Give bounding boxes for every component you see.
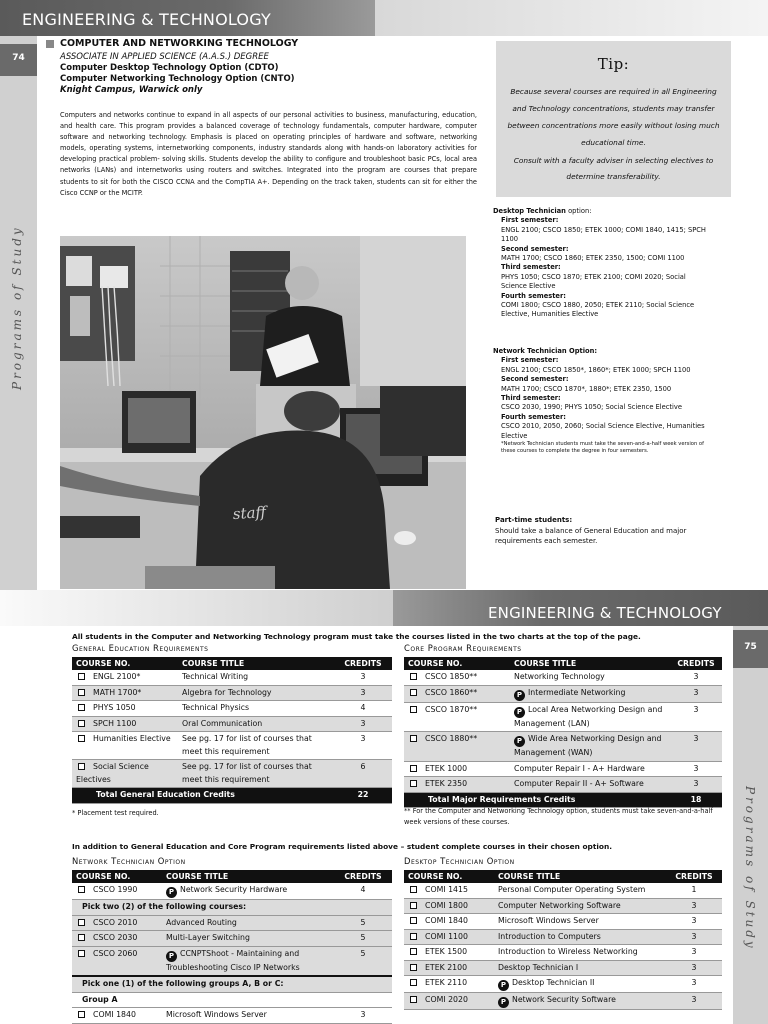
course-no: ETEK 2100	[425, 962, 468, 972]
course-no: CSCO 2010	[93, 917, 138, 927]
checkbox-icon[interactable]	[410, 902, 417, 909]
course-credits: 4	[334, 883, 392, 900]
semester-courses: PHYS 1050; CSCO 1870; ETEK 2100; COMI 2020; Social Science Elective	[501, 272, 686, 291]
course-credits: 3	[670, 761, 722, 777]
checkbox-icon[interactable]	[410, 933, 417, 940]
option-cnto: Computer Networking Technology Option (CNTO)	[60, 74, 295, 84]
course-no-cell	[72, 732, 178, 760]
checkbox-icon[interactable]	[78, 1011, 85, 1018]
semester-label: Third semester:	[501, 263, 561, 272]
table-row	[72, 716, 392, 732]
course-no: COMI 1100	[425, 931, 468, 941]
course-no-cell	[404, 685, 510, 702]
course-no-cell	[72, 760, 178, 788]
course-no: CSCO 1870**	[425, 704, 478, 714]
course-no: ETEK 2350	[425, 779, 468, 788]
table-row	[72, 685, 392, 701]
network-technician-sequence	[495, 347, 707, 455]
checkbox-icon[interactable]	[410, 689, 417, 696]
course-title-cell	[162, 883, 334, 900]
course-no: COMI 1415	[425, 885, 468, 894]
course-title: Computer Repair I - A+ Hardware	[510, 761, 670, 777]
tip-text-advice: Consult with a faculty adviser in selecting electives to determine transferability.	[513, 156, 714, 181]
requirements-intro: All students in the Computer and Networking Technology program must take the courses listed in the two charts at the top of the page.	[72, 632, 641, 641]
course-no: CSCO 2030	[93, 933, 138, 942]
total-row	[72, 788, 392, 804]
course-no-cell	[404, 914, 494, 930]
course-title: Intermediate Networking	[528, 687, 626, 697]
table-row	[404, 883, 722, 898]
course-title: Microsoft Windows Server	[494, 914, 666, 930]
header-fade	[375, 0, 768, 36]
option-cdto: Computer Desktop Technology Option (CDTO)	[60, 63, 279, 73]
course-no-cell	[72, 946, 162, 976]
course-no-cell	[404, 702, 510, 732]
course-no: Humanities Elective	[93, 734, 171, 743]
program-title: COMPUTER AND NETWORKING TECHNOLOGY	[60, 38, 299, 49]
semester-courses: COMI 1800; CSCO 1880, 2050; ETEK 2110; Social Science Elective, Humanities Elective	[501, 301, 695, 319]
col-credits: CREDITS	[666, 870, 722, 883]
checkbox-icon[interactable]	[78, 919, 85, 926]
semester-courses: CSCO 2010, 2050, 2060; Social Science Elective, Humanities Elective	[501, 422, 705, 440]
course-credits: 3	[666, 976, 722, 993]
desktop-option-heading-text: Desktop Technician	[493, 207, 566, 215]
table-row	[404, 777, 722, 793]
network-option-heading: Network Technician Option:	[493, 347, 598, 355]
page-75-header	[0, 590, 768, 626]
course-title: Personal Computer Operating System	[494, 883, 666, 898]
campus-line: Knight Campus, Warwick only	[60, 85, 203, 95]
checkbox-icon[interactable]	[78, 763, 85, 770]
bullet-square-icon	[46, 40, 54, 48]
course-title: Computer Networking Software	[494, 898, 666, 914]
semester-courses: CSCO 2030, 1990; PHYS 1050; Social Science Elective	[501, 403, 682, 412]
checkbox-icon[interactable]	[410, 979, 417, 986]
col-course-title: COURSE TITLE	[178, 657, 334, 670]
checkbox-icon[interactable]	[78, 689, 85, 696]
checkbox-icon[interactable]	[78, 673, 85, 680]
course-no-cell	[72, 685, 178, 701]
gen-ed-table	[72, 657, 392, 804]
course-no: Social Science Electives	[76, 762, 149, 784]
course-no-cell	[72, 931, 162, 947]
svg-text:staff: staff	[232, 502, 267, 524]
course-title: Multi-Layer Switching	[162, 931, 334, 947]
prerequisite-icon: P	[166, 951, 177, 962]
course-title: Desktop Technician I	[494, 960, 666, 976]
course-no: CSCO 2060	[93, 948, 138, 958]
course-title: Advanced Routing	[162, 915, 334, 931]
semester-courses: MATH 1700; CSCO 1870*, 1880*; ETEK 2350, 1500	[501, 384, 672, 393]
gen-ed-footnote: * Placement test required.	[72, 809, 159, 817]
course-no: ETEK 2110	[425, 978, 468, 987]
course-no: CSCO 1860**	[425, 687, 478, 697]
table-header-row	[72, 870, 392, 883]
table-row	[72, 732, 392, 760]
course-title: Desktop Technician II	[512, 978, 595, 987]
checkbox-icon[interactable]	[410, 706, 417, 713]
course-credits: 5	[334, 946, 392, 976]
group-row	[72, 992, 392, 1008]
table-row	[72, 1008, 392, 1024]
checkbox-icon[interactable]	[78, 934, 85, 941]
course-title-cell	[510, 702, 670, 732]
table-row	[404, 993, 722, 1010]
course-no-cell	[404, 732, 510, 762]
col-course-no: COURSE NO.	[404, 870, 494, 883]
prerequisite-icon: P	[498, 980, 509, 991]
desktop-option-table	[404, 870, 722, 1010]
checkbox-icon[interactable]	[78, 886, 85, 893]
desktop-option-heading	[493, 207, 707, 216]
table-row	[404, 929, 722, 945]
course-title: Oral Communication	[178, 716, 334, 732]
course-no: CSCO 1990	[93, 885, 138, 894]
col-course-no: COURSE NO.	[404, 657, 510, 670]
checkbox-icon[interactable]	[410, 673, 417, 680]
course-credits: 3	[670, 685, 722, 702]
course-title-cell	[510, 732, 670, 762]
course-credits: 3	[670, 732, 722, 762]
course-no-cell	[404, 670, 510, 685]
checkbox-icon[interactable]	[410, 765, 417, 772]
checkbox-icon[interactable]	[410, 917, 417, 924]
table-row	[72, 701, 392, 717]
table-row	[404, 960, 722, 976]
table-row	[72, 883, 392, 900]
pick-instruction-row	[72, 976, 392, 992]
table-row	[404, 732, 722, 762]
course-credits: 3	[666, 945, 722, 961]
prerequisite-icon: P	[498, 997, 509, 1008]
table-row	[72, 915, 392, 931]
page-number: 75	[744, 642, 757, 652]
semester-courses: MATH 1700; CSCO 1860; ETEK 2350, 1500; COMI 1100	[501, 254, 685, 263]
course-credits: 3	[334, 1008, 392, 1024]
course-no-cell	[404, 883, 494, 898]
table-row	[404, 702, 722, 732]
course-no: ETEK 1000	[425, 763, 468, 773]
course-no: CSCO 1880**	[425, 734, 478, 743]
course-no: COMI 1800	[425, 900, 468, 910]
course-no-cell	[404, 945, 494, 961]
course-credits: 3	[334, 716, 392, 732]
col-course-title: COURSE TITLE	[510, 657, 670, 670]
semester-label: Fourth semester:	[501, 412, 566, 421]
pick-instruction-row	[72, 900, 392, 916]
side-label: Programs of Study	[743, 786, 757, 951]
course-no: PHYS 1050	[93, 703, 136, 712]
course-credits: 3	[666, 929, 722, 945]
part-time-note	[495, 515, 707, 547]
section-header-title: ENGINEERING & TECHNOLOGY	[22, 10, 271, 29]
semester-courses: ENGL 2100; CSCO 1850*, 1860*; ETEK 1000; SPCH 1100	[501, 365, 691, 374]
col-credits: CREDITS	[334, 870, 392, 883]
col-course-title: COURSE TITLE	[162, 870, 334, 883]
course-title: See pg. 17 for list of courses that meet this requirement	[178, 760, 334, 788]
table-row	[404, 670, 722, 685]
course-credits: 6	[334, 760, 392, 788]
course-no-cell	[404, 960, 494, 976]
course-credits: 3	[334, 732, 392, 760]
checkbox-icon[interactable]	[78, 735, 85, 742]
lab-photo	[60, 236, 466, 589]
course-title: Computer Repair II - A+ Software	[510, 777, 670, 793]
checkbox-icon[interactable]	[78, 720, 85, 727]
checkbox-icon[interactable]	[410, 964, 417, 971]
course-title-cell	[494, 976, 666, 993]
course-no: SPCH 1100	[93, 718, 137, 728]
tip-title: Tip:	[597, 55, 630, 73]
course-credits: 3	[666, 960, 722, 976]
course-credits: 3	[334, 685, 392, 701]
course-credits: 5	[334, 915, 392, 931]
course-no-cell	[72, 1008, 162, 1024]
course-credits: 4	[334, 701, 392, 717]
semester-label: Second semester:	[501, 375, 569, 384]
course-credits: 3	[666, 898, 722, 914]
pick-instruction: Pick one (1) of the following groups A, B or C:	[72, 976, 392, 992]
course-no: MATH 1700*	[93, 687, 142, 697]
course-no-cell	[404, 976, 494, 993]
course-no-cell	[72, 915, 162, 931]
pick-instruction: Pick two (2) of the following courses:	[72, 900, 392, 916]
tip-box	[496, 41, 731, 197]
course-no: ETEK 1500	[425, 947, 468, 956]
course-no-cell	[404, 993, 494, 1010]
prerequisite-icon: P	[514, 707, 525, 718]
prerequisite-icon: P	[166, 887, 177, 898]
course-title: Networking Technology	[510, 670, 670, 685]
checkbox-icon[interactable]	[78, 950, 85, 957]
course-no: COMI 2020	[425, 995, 468, 1004]
course-no-cell	[72, 670, 178, 685]
col-credits: CREDITS	[334, 657, 392, 670]
table-header-row	[404, 870, 722, 883]
total-credits: 22	[334, 788, 392, 804]
course-no-cell	[404, 761, 510, 777]
program-description: Computers and networks continue to expand in all aspects of our personal activities to business, manufacturing, education, and health care. This program provides a balanced coverage of technology fundamentals, computer hardware, computer software and networking technology. Emphasis is placed on operating principles of hardware and software, networking models, operating systems, internetworking components, industry standards along with hands-on laboratory activities for developing practical problem- solving skills. Students develop the ability to configure and troubleshoot basic PCs, local area networks (LANs) and internetworks using routers and switches. Integrated into the program are courses that prepare students to sit for both the CISCO CCNA and the CompTIA A+. Depending on the track taken, students can sit for either the Cisco CCNP or the MCITP.	[60, 111, 477, 197]
prerequisite-icon: P	[514, 736, 525, 747]
semester-label: Third semester:	[501, 394, 561, 403]
table-header-row	[404, 657, 722, 670]
part-time-text: Should take a balance of General Education and major requirements each semester.	[495, 526, 687, 545]
total-credits: 18	[670, 792, 722, 808]
total-label: Total General Education Credits	[72, 788, 334, 804]
col-course-title: COURSE TITLE	[494, 870, 666, 883]
table-row	[404, 914, 722, 930]
table-header-row	[72, 657, 392, 670]
checkbox-icon[interactable]	[410, 886, 417, 893]
course-title: Network Security Hardware	[180, 885, 288, 894]
course-no-cell	[72, 701, 178, 717]
course-title: Technical Physics	[178, 701, 334, 717]
course-no-cell	[404, 898, 494, 914]
course-no: COMI 1840	[425, 916, 468, 925]
col-course-no: COURSE NO.	[72, 870, 162, 883]
section-header-title: ENGINEERING & TECHNOLOGY	[488, 604, 722, 622]
side-label: Programs of Study	[10, 225, 24, 390]
course-title: Microsoft Windows Server	[162, 1008, 334, 1024]
table-row	[72, 931, 392, 947]
course-title: CCNPTShoot - Maintaining and Troubleshooting Cisco IP Networks	[166, 948, 300, 972]
catalog-page-75	[0, 626, 768, 1024]
course-title: See pg. 17 for list of courses that meet this requirement	[178, 732, 334, 760]
total-label: Total Major Requirements Credits	[404, 792, 670, 808]
options-intro: In addition to General Education and Core Program requirements listed above – student complete courses in their chosen option.	[72, 842, 613, 851]
core-title: Core Program Requirements	[404, 643, 522, 653]
course-no: COMI 1840	[93, 1010, 136, 1019]
network-option-note: *Network Technician students must take the seven-and-a-half week version of these courses to complete the degree in four semesters.	[501, 441, 704, 455]
tip-text: Because several courses are required in all Engineering and Technology concentrations, students may transfer between concentrations more easily without losing much educational time.	[507, 87, 720, 147]
table-row	[404, 898, 722, 914]
course-credits: 3	[666, 914, 722, 930]
course-title: Introduction to Computers	[494, 929, 666, 945]
network-option-title: Network Technician Option	[72, 856, 186, 866]
prerequisite-icon: P	[514, 690, 525, 701]
course-title: Local Area Networking Design and Management (LAN)	[514, 704, 663, 728]
col-credits: CREDITS	[670, 657, 722, 670]
course-credits: 3	[666, 993, 722, 1010]
semester-label: Second semester:	[501, 244, 569, 253]
course-no-cell	[72, 716, 178, 732]
course-credits: 3	[670, 702, 722, 732]
core-table	[404, 657, 722, 808]
header-fade	[0, 590, 393, 626]
col-course-no: COURSE NO.	[72, 657, 178, 670]
course-credits: 3	[334, 670, 392, 685]
course-title-cell	[510, 685, 670, 702]
semester-label: Fourth semester:	[501, 291, 566, 300]
checkbox-icon[interactable]	[410, 948, 417, 955]
table-row	[72, 670, 392, 685]
semester-label: First semester:	[501, 356, 559, 365]
table-row	[404, 685, 722, 702]
table-row	[404, 976, 722, 993]
desktop-option-title: Desktop Technician Option	[404, 856, 515, 866]
degree-line: ASSOCIATE IN APPLIED SCIENCE (A.A.S.) DEGREE	[60, 52, 269, 62]
table-row	[404, 761, 722, 777]
gen-ed-title: General Education Requirements	[72, 643, 209, 653]
course-credits: 5	[334, 931, 392, 947]
checkbox-icon[interactable]	[410, 996, 417, 1003]
course-title: Introduction to Wireless Networking	[494, 945, 666, 961]
semester-courses: ENGL 2100; CSCO 1850; ETEK 1000; COMI 1840, 1415; SPCH 1100	[501, 225, 706, 244]
table-row	[72, 760, 392, 788]
course-title-cell	[162, 946, 334, 976]
course-title-cell	[494, 993, 666, 1010]
lab-photo-image	[60, 236, 466, 589]
semester-label: First semester:	[501, 216, 559, 225]
course-title: Technical Writing	[178, 670, 334, 685]
checkbox-icon[interactable]	[410, 735, 417, 742]
table-row	[404, 945, 722, 961]
desktop-option-heading-suffix: option:	[565, 207, 592, 215]
part-time-label: Part-time students:	[495, 516, 573, 524]
course-credits: 3	[670, 670, 722, 685]
course-title: Algebra for Technology	[178, 685, 334, 701]
course-credits: 3	[670, 777, 722, 793]
course-no-cell	[404, 929, 494, 945]
course-no-cell	[404, 777, 510, 793]
course-no-cell	[72, 883, 162, 900]
course-no: CSCO 1850**	[425, 672, 478, 681]
core-footnote: ** For the Computer and Networking Technology option, students must take seven-and-a-half week versions of these courses.	[404, 807, 713, 826]
network-option-table	[72, 870, 392, 1024]
course-title: Network Security Software	[512, 995, 616, 1004]
course-credits: 1	[666, 883, 722, 898]
checkbox-icon[interactable]	[410, 780, 417, 787]
course-title: Wide Area Networking Design and Management (WAN)	[514, 734, 662, 757]
desktop-technician-sequence	[495, 207, 707, 320]
table-row	[72, 946, 392, 976]
checkbox-icon[interactable]	[78, 704, 85, 711]
group-label: Group A	[72, 992, 392, 1008]
course-no: ENGL 2100*	[93, 672, 141, 681]
page-number: 74	[12, 53, 25, 63]
